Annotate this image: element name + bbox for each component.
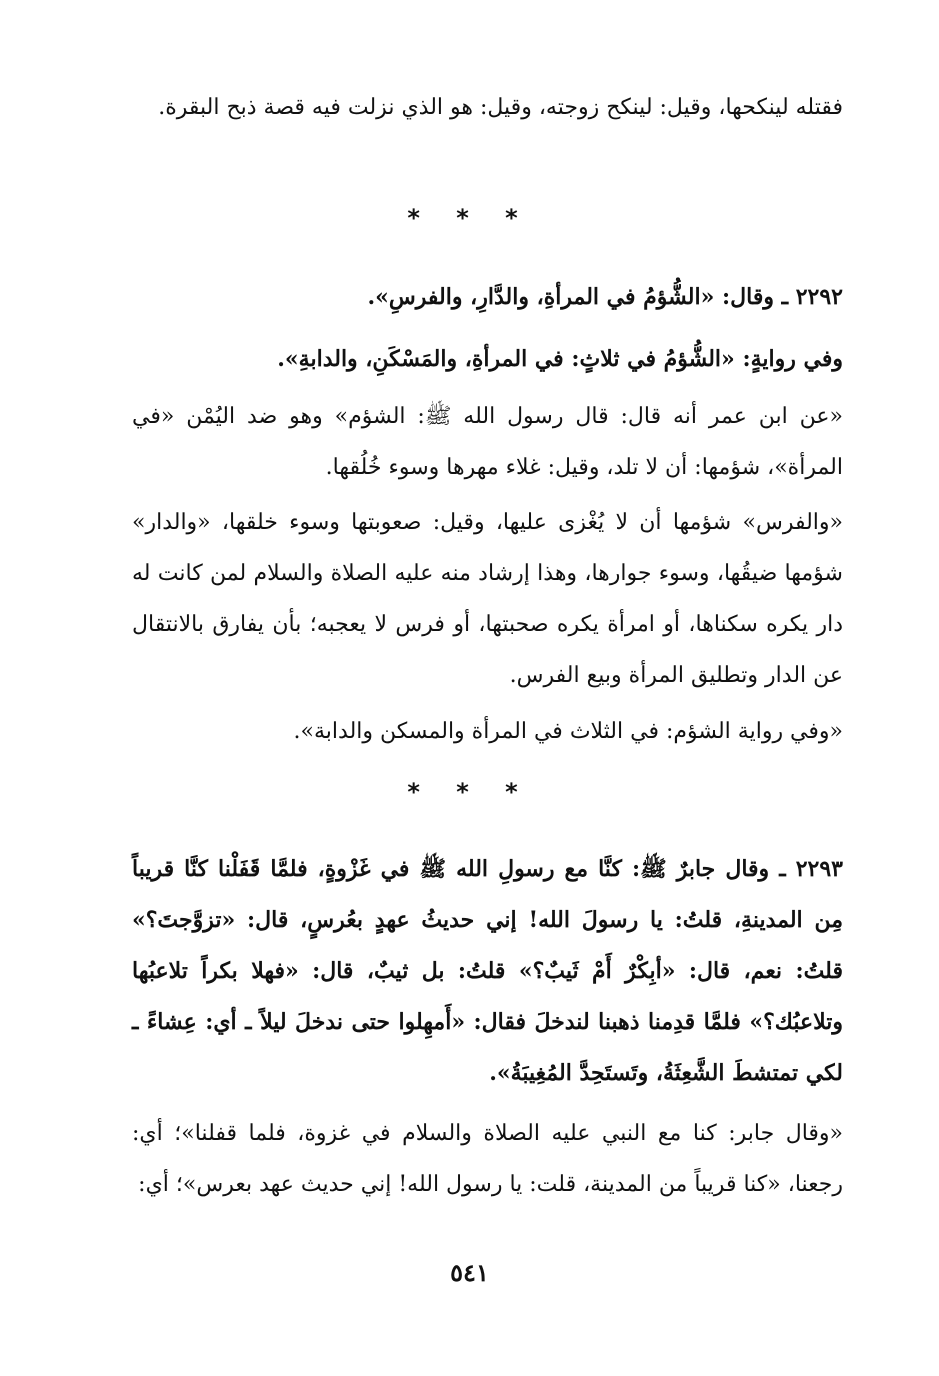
hadith-2292: ٢٢٩٢ ـ وقال: «الشُّؤمُ في المرأةِ، والدَّارِ، والفرسِ». <box>367 284 843 310</box>
page-number: ٥٤١ <box>450 1258 489 1287</box>
commentary-paragraph-2: «والفرس» شؤمها أن لا يُغْزى عليها، وقيل: صعوبتها وسوء خلقها، «والدار» شؤمها ضيقُها، وسوء جوارها، وهذا إرشاد منه عليه الصلاة والسلام لمن كانت له دار يكره سكناها، أو امرأة يكره صحبتها، أو فرس لا يعجبه؛ بأن يفارق بالانتقال عن الدار وتطليق المرأة وبيع الفرس. <box>132 510 843 688</box>
hadith-2293: ٢٢٩٣ ـ وقال جابرٌ ﷺ: كنَّا مع رسولِ الله ﷺ في غَزْوةٍ، فلمَّا قَفَلْنا كنَّا قريباً مِن المدينةِ، قلتُ: يا رسولَ الله! إني حديثُ عهدٍ بعُرسٍ، قال: «تزوَّجتَ؟» قلتُ: نعم، قال: «أبِكْرٌ أَمْ ثَيبٌ؟» قلتُ: بل ثيبٌ، قال: «فهلا بكراً تلاعبُها وتلاعبُك؟» فلمَّا قدِمنا ذهبنا لندخلَ فقال: «أَمهِلوا حتى ندخلَ ليلاً ـ أي: عِشاءً ـ لكي تمتشطَ الشَّعِثَةُ، وتَستَحِدَّ المُغِيبَةُ». <box>132 856 843 1086</box>
commentary-paragraph-3: «وفي رواية الشؤم: في الثلاث في المرأة والمسكن والدابة». <box>293 719 843 744</box>
commentary-paragraph-1: «عن ابن عمر أنه قال: قال رسول الله ﷺ: الشؤم» وهو ضد اليُمْن «في المرأة»، شؤمها: أن لا تلد، وقيل: غلاء مهرها وسوء خُلُقها. <box>132 404 843 480</box>
section-separator-2: * * * <box>407 778 532 806</box>
commentary-paragraph-4: «وقال جابر: كنا مع النبي عليه الصلاة والسلام في غزوة، فلما قفلنا»؛ أي: رجعنا، «كنا قريباً من المدينة، قلت: يا رسول الله! إني حديث عهد بعرس»؛ أي: <box>132 1121 843 1197</box>
paragraph-intro: فقتله لينكحها، وقيل: لينكح زوجته، وقيل: هو الذي نزلت فيه قصة ذبح البقرة. <box>158 95 843 120</box>
hadith-2292-riwaya: وفي روايةٍ: «الشُّؤمُ في ثلاثٍ: في المرأةِ، والمَسْكَنِ، والدابةِ». <box>277 346 843 372</box>
section-separator-1: * * * <box>407 204 532 232</box>
